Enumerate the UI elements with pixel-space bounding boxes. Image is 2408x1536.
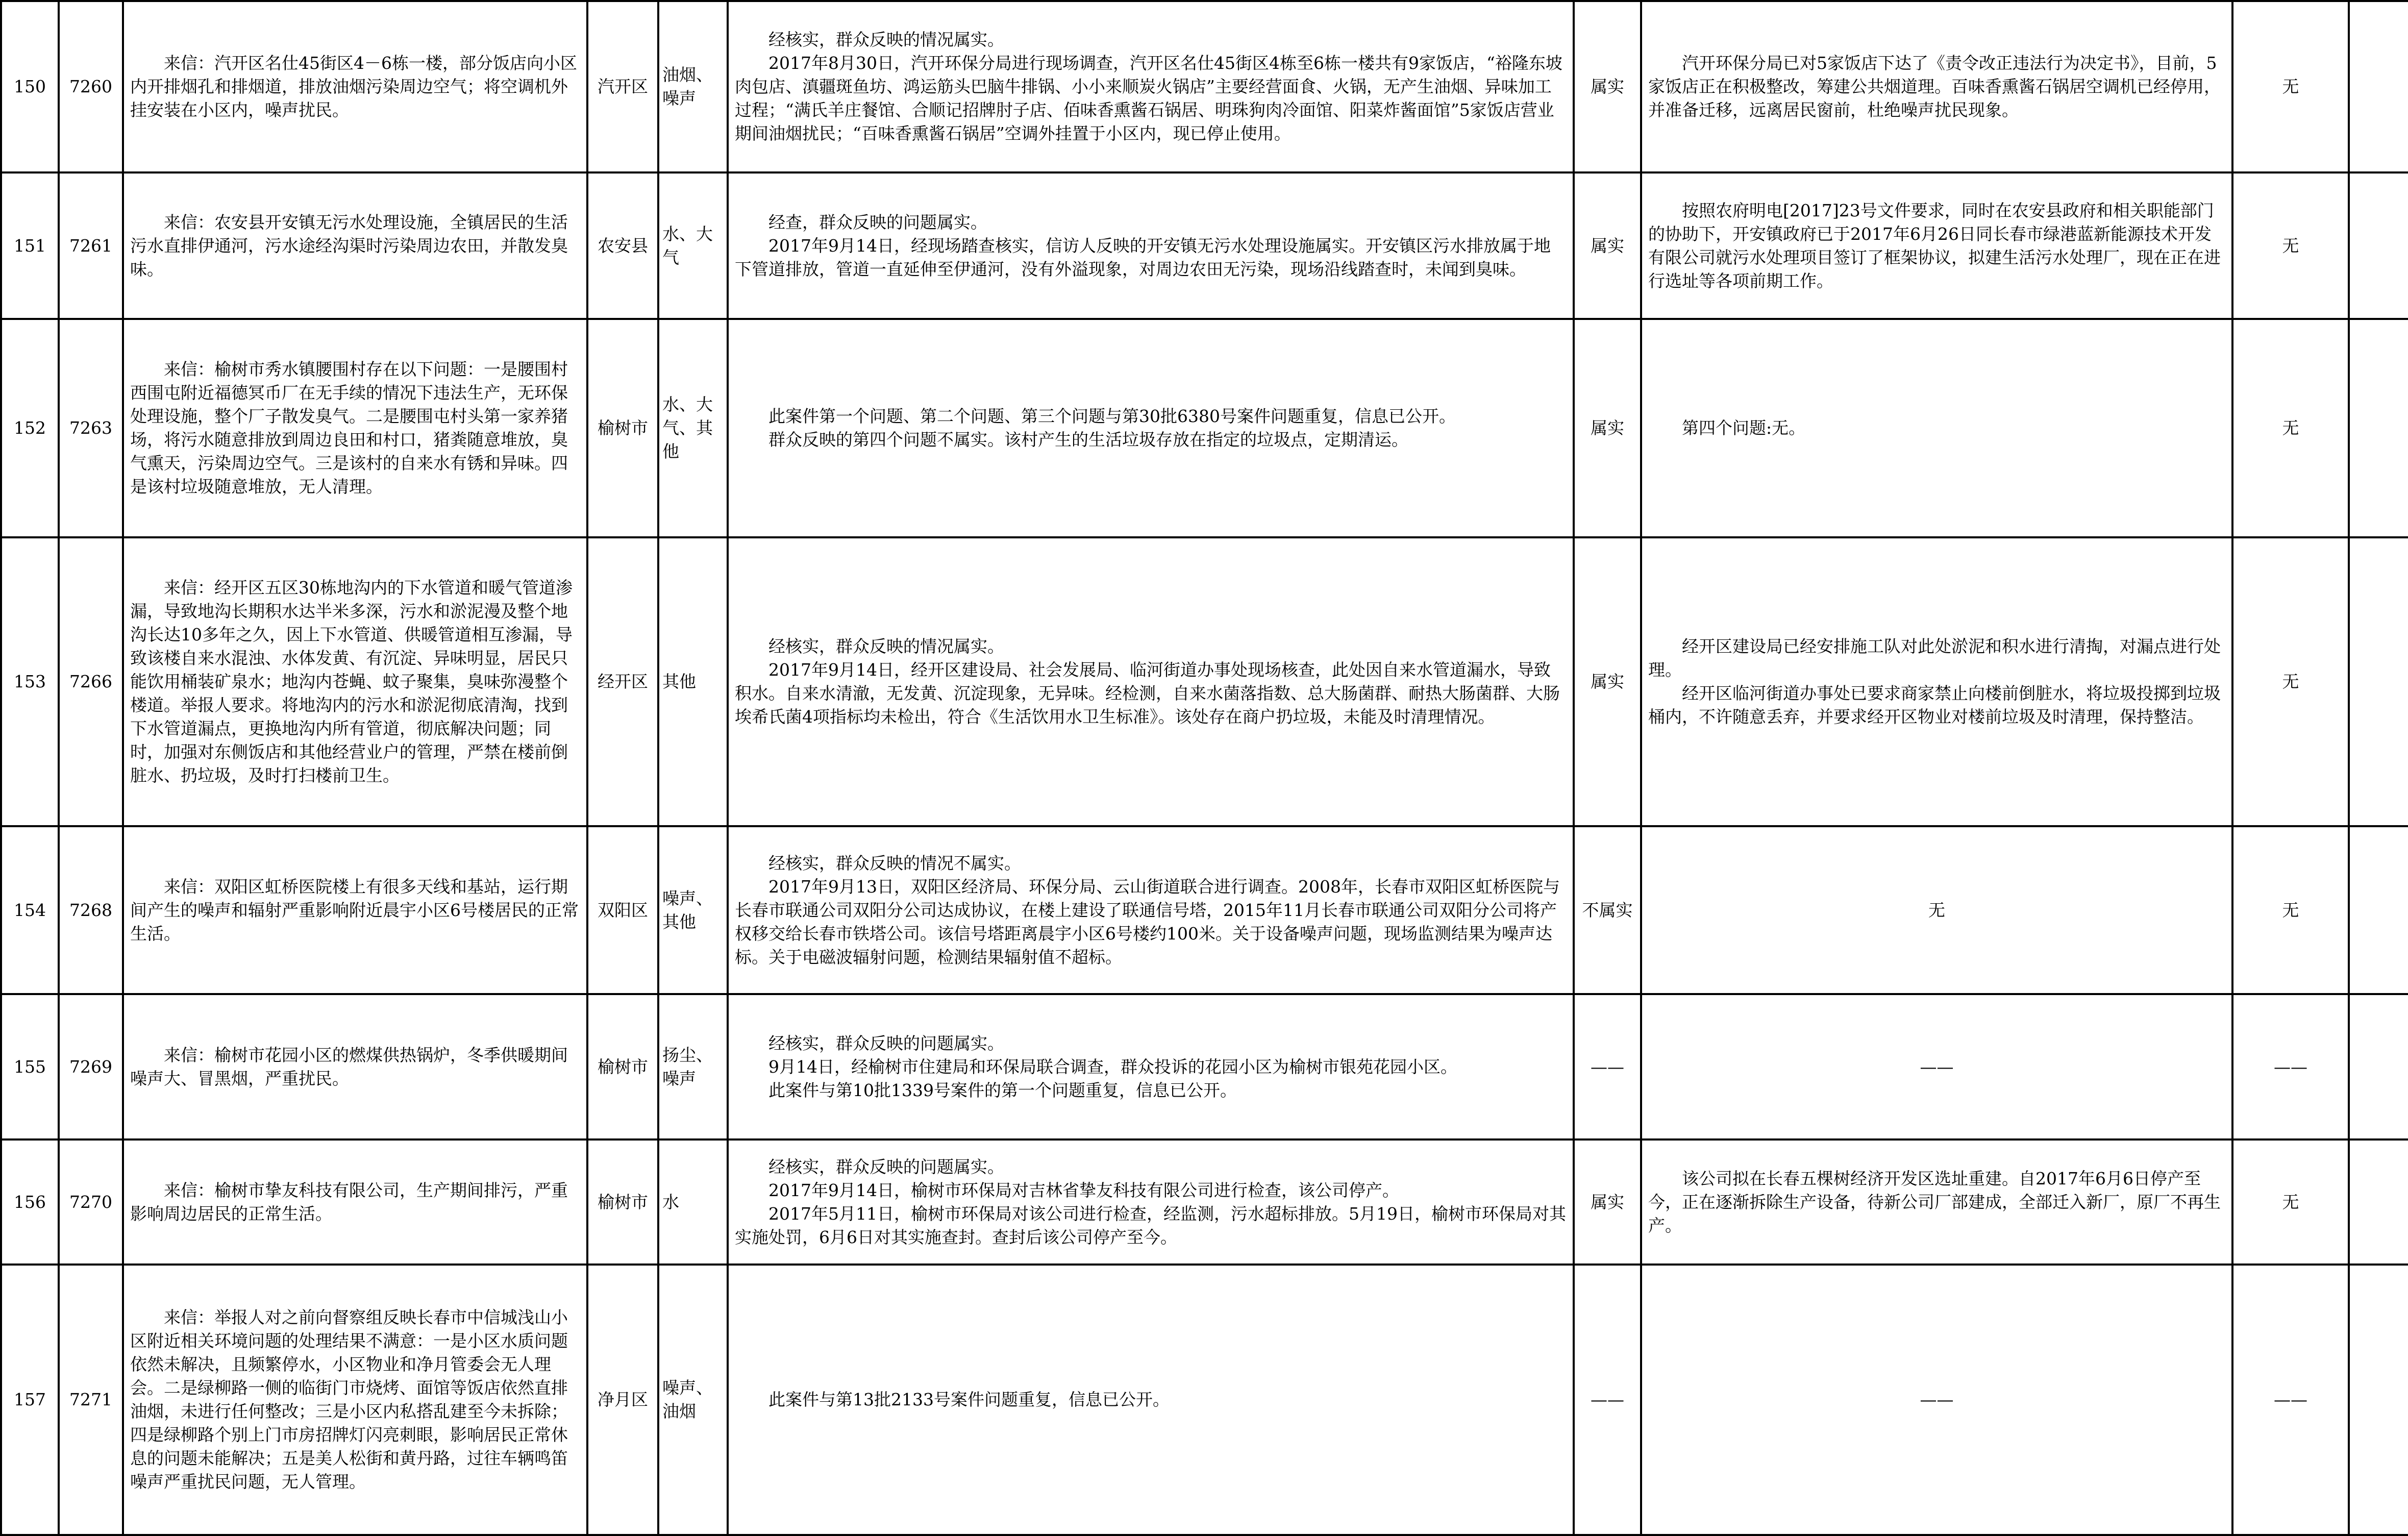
district: 农安县	[587, 172, 658, 319]
pollution-category: 水、大气、其他	[658, 319, 728, 537]
complaint-paragraph: 来信：经开区五区30栋地沟内的下水管道和暖气管道渗漏，导致地沟长期积水达半米多深，污水和淤泥漫及整个地沟长达10多年之久，因上下水管道、供暖管道相互渗漏，导致该楼自来水混浊、水体发黄、有沉淀、异味明显，居民只能饮用桶装矿泉水；地沟内苍蝇、蚊子聚集，臭味弥漫整个楼道。举报人要求。将地沟内的污水和淤泥彻底清淘，找到下水管道漏点，更换地沟内所有管道，彻底解决问题；同时，加强对东侧饭店和其他经营业户的管理，严禁在楼前倒脏水、扔垃圾，及时打扫楼前卫生。	[130, 578, 573, 785]
accountability: 无	[2232, 1139, 2349, 1265]
verification-result: 属实	[1574, 537, 1641, 826]
district: 榆树市	[587, 994, 658, 1139]
complaint-text	[123, 319, 587, 537]
investigation-findings-paragraph: 经核实，群众反映的问题属实。	[768, 1156, 1004, 1177]
accountability: 无	[2232, 826, 2349, 994]
accountability: 无	[2232, 319, 2349, 537]
complaint-paragraph: 来信：榆树市花园小区的燃煤供热锅炉，冬季供暖期间噪声大、冒黑烟，严重扰民。	[130, 1045, 568, 1088]
accountability: ——	[2232, 994, 2349, 1139]
complaint-text	[123, 994, 587, 1139]
case-table-body	[1, 1, 2408, 1535]
row-number: 156	[1, 1139, 59, 1265]
case-id: 7268	[59, 826, 123, 994]
rectification-actions	[1641, 537, 2232, 826]
investigation-findings	[728, 319, 1574, 537]
rectification-actions	[1641, 319, 2232, 537]
row-number: 151	[1, 172, 59, 319]
pollution-category: 其他	[658, 537, 728, 826]
table-row	[1, 826, 2408, 994]
verification-result: 属实	[1574, 319, 1641, 537]
table-row	[1, 319, 2408, 537]
rectification-actions	[1641, 826, 2232, 994]
investigation-findings	[728, 826, 1574, 994]
investigation-findings-paragraph: 此案件第一个问题、第二个问题、第三个问题与第30批6380号案件问题重复，信息已公开。	[768, 406, 1456, 426]
district: 双阳区	[587, 826, 658, 994]
rectification-actions-paragraph: 按照农府明电[2017]23号文件要求，同时在农安县政府和相关职能部门的协助下，开安镇政府已于2017年6月26日同长春市绿港蓝新能源技术开发有限公司就污水处理项目签订了框架协议，拟建生活污水处理厂，现在正在进行选址等各项前期工作。	[1648, 200, 2221, 291]
case-id: 7270	[59, 1139, 123, 1265]
verification-result: ——	[1574, 994, 1641, 1139]
row-number: 157	[1, 1265, 59, 1535]
table-row	[1, 537, 2408, 826]
complaint-text	[123, 172, 587, 319]
complaint-paragraph: 来信：农安县开安镇无污水处理设施，全镇居民的生活污水直排伊通河，污水途经沟渠时污染周边农田，并散发臭味。	[130, 212, 568, 279]
rectification-actions	[1641, 1139, 2232, 1265]
district: 榆树市	[587, 319, 658, 537]
row-number: 150	[1, 1, 59, 172]
investigation-findings	[728, 172, 1574, 319]
table-row	[1, 994, 2408, 1139]
rectification-actions-paragraph: 第四个问题:无。	[1682, 418, 1806, 438]
investigation-findings-paragraph: 经核实，群众反映的情况属实。	[768, 30, 1004, 49]
accountability: 无	[2232, 537, 2349, 826]
accountability: 无	[2232, 172, 2349, 319]
pollution-category: 噪声、油烟	[658, 1265, 728, 1535]
accountability: ——	[2232, 1265, 2349, 1535]
note-cell	[2349, 1139, 2408, 1265]
district: 净月区	[587, 1265, 658, 1535]
investigation-findings	[728, 1139, 1574, 1265]
pollution-category: 油烟、噪声	[658, 1, 728, 172]
investigation-findings-paragraph: 2017年9月14日，经开区建设局、社会发展局、临河街道办事处现场核查，此处因自来水管道漏水，导致积水。自来水清澈，无发黄、沉淀现象，无异味。经检测，自来水菌落指数、总大肠菌群、耐热大肠菌群、大肠埃希氏菌4项指标均未检出，符合《生活饮用水卫生标准》。该处存在商户扔垃圾，未能及时清理情况。	[735, 660, 1560, 727]
rectification-actions-paragraph: 经开区建设局已经安排施工队对此处淤泥和积水进行清掏，对漏点进行处理。	[1648, 636, 2221, 680]
note-cell	[2349, 172, 2408, 319]
district: 经开区	[587, 537, 658, 826]
investigation-findings-paragraph: 2017年5月11日，榆树市环保局对该公司进行检查，经监测，污水超标排放。5月19日，榆树市环保局对其实施处罚，6月6日对其实施查封。查封后该公司停产至今。	[735, 1203, 1566, 1247]
complaint-text	[123, 1, 587, 172]
complaint-paragraph: 来信：双阳区虹桥医院楼上有很多天线和基站，运行期间产生的噪声和辐射严重影响附近晨宇小区6号楼居民的正常生活。	[130, 876, 579, 944]
note-cell	[2349, 826, 2408, 994]
note-cell	[2349, 1, 2408, 172]
row-number: 152	[1, 319, 59, 537]
note-cell	[2349, 537, 2408, 826]
table-row	[1, 1139, 2408, 1265]
investigation-findings-paragraph: 2017年8月30日，汽开环保分局进行现场调查，汽开区名仕45街区4栋至6栋一楼共有9家饭店，“裕隆东坡肉包店、滇疆斑鱼坊、鸿运筋头巴脑牛排锅、小小来顺炭火锅店”主要经营面食、火锅，无产生油烟、异味加工过程；“满氏羊庄餐馆、合顺记招牌肘子店、佰味香熏酱石锅居、明珠狗肉冷面馆、阳菜炸酱面馆”5家饭店营业期间油烟扰民；“百味香熏酱石锅居”空调外挂置于小区内，现已停止使用。	[735, 53, 1562, 143]
investigation-findings-paragraph: 9月14日，经榆树市住建局和环保局联合调查，群众投诉的花园小区为榆树市银苑花园小区。	[768, 1056, 1457, 1077]
accountability: 无	[2232, 1, 2349, 172]
table-row	[1, 1, 2408, 172]
verification-result: 属实	[1574, 1, 1641, 172]
verification-result: ——	[1574, 1265, 1641, 1535]
complaint-text	[123, 826, 587, 994]
case-id: 7263	[59, 319, 123, 537]
investigation-findings-paragraph: 2017年9月14日，榆树市环保局对吉林省挚友科技有限公司进行检查，该公司停产。	[768, 1180, 1399, 1200]
pollution-category: 水、大气	[658, 172, 728, 319]
note-cell	[2349, 319, 2408, 537]
rectification-actions-paragraph: 该公司拟在长春五棵树经济开发区选址重建。自2017年6月6日停产至今，正在逐渐拆除生产设备，待新公司厂部建成，全部迁入新厂，原厂不再生产。	[1648, 1168, 2221, 1235]
complaint-paragraph: 来信：汽开区名仕45街区4－6栋一楼，部分饭店向小区内开排烟孔和排烟道，排放油烟污染周边空气；将空调机外挂安装在小区内，噪声扰民。	[130, 53, 577, 120]
investigation-findings-paragraph: 经核实，群众反映的问题属实。	[768, 1033, 1004, 1053]
rectification-actions-paragraph: 无	[1928, 900, 1945, 920]
investigation-findings	[728, 537, 1574, 826]
row-number: 155	[1, 994, 59, 1139]
verification-result: 不属实	[1574, 826, 1641, 994]
investigation-findings-paragraph: 经核实，群众反映的情况不属实。	[768, 853, 1021, 873]
rectification-actions	[1641, 1265, 2232, 1535]
table-row	[1, 1265, 2408, 1535]
note-cell	[2349, 1265, 2408, 1535]
investigation-findings-paragraph: 经核实，群众反映的情况属实。	[768, 636, 1004, 656]
verification-result: 属实	[1574, 172, 1641, 319]
complaint-text	[123, 1139, 587, 1265]
complaint-paragraph: 来信：榆树市秀水镇腰围村存在以下问题：一是腰围村西围屯附近福德冥币厂在无手续的情况下违法生产，无环保处理设施，整个厂子散发臭气。二是腰围屯村头第一家养猪场，将污水随意排放到周边良田和村口，猪粪随意堆放，臭气熏天，污染周边空气。三是该村的自来水有锈和异味。四是该村垃圾随意堆放，无人清理。	[130, 359, 568, 497]
table-row	[1, 172, 2408, 319]
pollution-category: 噪声、其他	[658, 826, 728, 994]
case-id: 7271	[59, 1265, 123, 1535]
investigation-findings-paragraph: 此案件与第13批2133号案件问题重复，信息已公开。	[768, 1390, 1170, 1409]
investigation-findings-paragraph: 2017年9月13日，双阳区经济局、环保分局、云山街道联合进行调查。2008年，长春市双阳区虹桥医院与长春市联通公司双阳分公司达成协议，在楼上建设了联通信号塔，2015年11月长春市联通公司双阳分公司将产权移交给长春市铁塔公司。该信号塔距离晨宇小区6号楼约100米。关于设备噪声问题，现场监测结果为噪声达标。关于电磁波辐射问题，检测结果辐射值不超标。	[735, 876, 1560, 967]
investigation-findings-paragraph: 经查，群众反映的问题属实。	[768, 212, 987, 232]
investigation-findings-paragraph: 此案件与第10批1339号案件的第一个问题重复，信息已公开。	[768, 1080, 1237, 1100]
case-id: 7260	[59, 1, 123, 172]
pollution-category: 水	[658, 1139, 728, 1265]
verification-result: 属实	[1574, 1139, 1641, 1265]
complaint-paragraph: 来信：举报人对之前向督察组反映长春市中信城浅山小区附近相关环境问题的处理结果不满意：一是小区水质问题依然未解决，且频繁停水，小区物业和净月管委会无人理会。二是绿柳路一侧的临街门市烧烤、面馆等饭店依然直排油烟，未进行任何整改；三是小区内私搭乱建至今未拆除；四是绿柳路个别上门市房招牌灯闪亮刺眼，影响居民正常休息的问题未能解决；五是美人松街和黄丹路，过往车辆鸣笛噪声严重扰民问题，无人管理。	[130, 1307, 568, 1492]
note-cell	[2349, 994, 2408, 1139]
investigation-findings	[728, 1, 1574, 172]
complaint-paragraph: 来信：榆树市挚友科技有限公司，生产期间排污，严重影响周边居民的正常生活。	[130, 1180, 568, 1224]
rectification-actions-paragraph: 汽开环保分局已对5家饭店下达了《责令改正违法行为决定书》，目前，5家饭店正在积极整改，筹建公共烟道理。百味香熏酱石锅居空调机已经停用，并准备迁移，远离居民窗前，杜绝噪声扰民现象。	[1648, 53, 2221, 120]
investigation-findings-paragraph: 2017年9月14日，经现场踏查核实，信访人反映的开安镇无污水处理设施属实。开安镇区污水排放属于地下管道排放，管道一直延伸至伊通河，没有外溢现象，对周边农田无污染，现场沿线踏查时，未闻到臭味。	[735, 235, 1551, 279]
row-number: 153	[1, 537, 59, 826]
case-id: 7269	[59, 994, 123, 1139]
rectification-actions	[1641, 172, 2232, 319]
rectification-actions-paragraph: ——	[1920, 1390, 1954, 1409]
rectification-actions	[1641, 994, 2232, 1139]
district: 榆树市	[587, 1139, 658, 1265]
case-id: 7266	[59, 537, 123, 826]
complaint-text	[123, 537, 587, 826]
rectification-actions-paragraph: 经开区临河街道办事处已要求商家禁止向楼前倒脏水，将垃圾投掷到垃圾桶内，不许随意丢弃，并要求经开区物业对楼前垃圾及时清理，保持整洁。	[1648, 683, 2221, 727]
district: 汽开区	[587, 1, 658, 172]
investigation-findings	[728, 994, 1574, 1139]
rectification-actions-paragraph: ——	[1920, 1056, 1954, 1077]
case-id: 7261	[59, 172, 123, 319]
investigation-findings	[728, 1265, 1574, 1535]
complaint-text	[123, 1265, 587, 1535]
rectification-actions	[1641, 1, 2232, 172]
row-number: 154	[1, 826, 59, 994]
investigation-findings-paragraph: 群众反映的第四个问题不属实。该村产生的生活垃圾存放在指定的垃圾点，定期清运。	[768, 430, 1408, 450]
pollution-category: 扬尘、噪声	[658, 994, 728, 1139]
